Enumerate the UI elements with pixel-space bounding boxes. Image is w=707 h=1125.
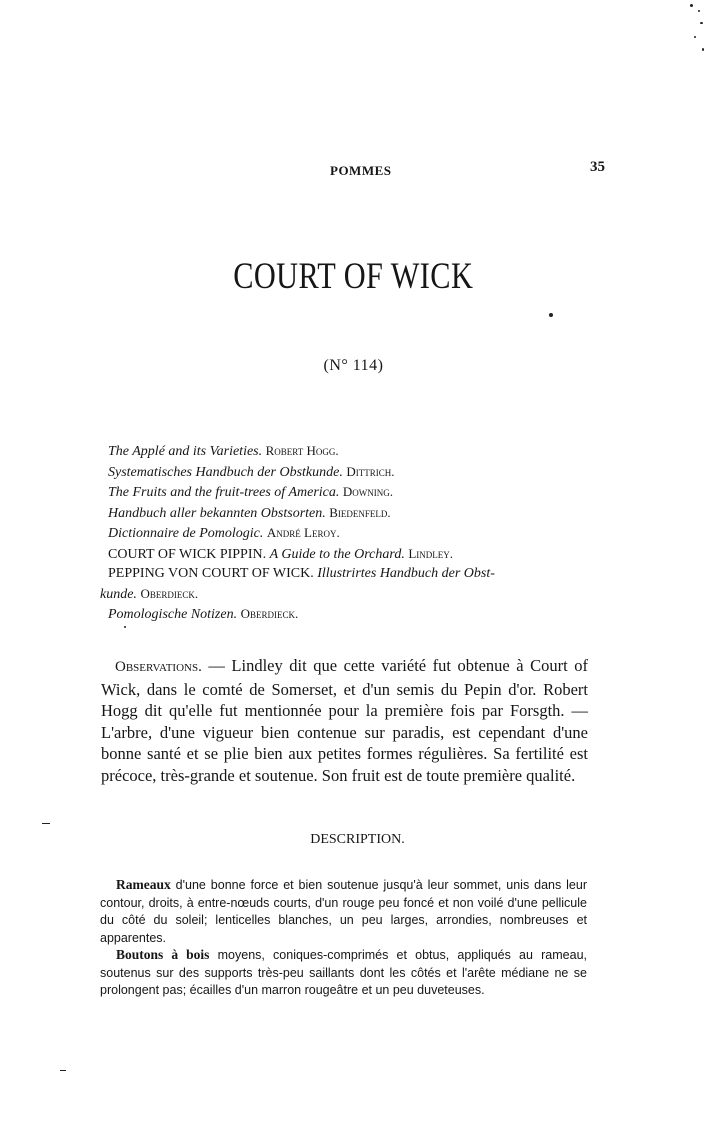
scan-speck	[700, 22, 703, 24]
reference-work: A Guide to the Orchard.	[269, 546, 405, 562]
reference-item	[108, 503, 586, 524]
description-text: moyens, coniques-comprimés et obtus, appliqués au rameau, soutenus sur des supports très-peu saillants dont les côtés et l'arête médiane ne se prolongent pas; écailles d'un marron rougeâtre et un peu duveteuses.	[100, 948, 587, 997]
reference-author: Robert Hogg.	[265, 443, 339, 458]
scan-speck	[694, 36, 696, 38]
reference-author: Biedenfeld.	[329, 504, 391, 520]
scan-speck	[702, 48, 704, 51]
scan-speck	[60, 1070, 66, 1071]
page-number: 35	[590, 159, 605, 175]
reference-work: Illustrirtes Handbuch der Obst-	[317, 566, 495, 581]
running-head: POMMES	[330, 163, 392, 178]
description-text: d'une bonne force et bien soutenue jusqu'à leur sommet, unis dans leur contour, droits, à entre-nœuds courts, d'un rouge peu foncé et non voilé d'une pellicule du côté du soleil; lenticelles blanches, un peu larges, arrondies, nombreuses et apparentes.	[100, 878, 587, 945]
reference-work: Dictionnaire de Pomologic.	[108, 526, 264, 541]
reference-work: Pomologische Notizen.	[108, 607, 238, 622]
scan-speck	[690, 4, 693, 7]
description-paragraph	[100, 946, 587, 1000]
reference-item	[108, 544, 586, 565]
reference-author: Oberdieck.	[140, 585, 199, 601]
scan-speck	[549, 313, 553, 317]
description-term: Rameaux	[116, 877, 171, 892]
reference-item	[108, 604, 586, 625]
variety-title: COURT OF WICK	[233, 256, 474, 297]
reference-item	[108, 523, 586, 544]
scan-speck	[42, 823, 50, 824]
reference-name: COURT OF WICK PIPPIN.	[108, 546, 267, 562]
observations-text: — Lindley dit que cette variété fut obtenue à Court of Wick, dans le comté de Somerset, et d'un semis du Pepin d'or. Robert Hogg dit qu'elle fut mentionnée pour la première fois par Forsgth. — L'arbre, d'une vigueur bien contenue sur paradis, est cependant d'une bonne santé et se plie bien aux petites formes régulières. Sa fertilité est précoce, très-grande et soutenue. Son fruit est de toute première qualité.	[101, 656, 588, 785]
observations-paragraph	[101, 655, 588, 786]
reference-item	[108, 482, 586, 503]
reference-work: The Applé and its Varieties.	[108, 444, 263, 459]
observations-label: Observations.	[115, 659, 202, 675]
reference-item	[108, 441, 586, 462]
scan-speck	[698, 10, 700, 12]
reference-work-continued: kunde.	[100, 586, 137, 602]
variety-number: (N° 114)	[323, 357, 384, 374]
reference-item	[108, 462, 586, 483]
reference-author: Lindley.	[408, 545, 453, 561]
description-heading: DESCRIPTION.	[310, 832, 405, 847]
references-list	[100, 441, 586, 625]
reference-item	[100, 564, 586, 604]
reference-author: André Leroy.	[266, 525, 340, 540]
reference-author: Dittrich.	[346, 463, 395, 479]
reference-author: Downing.	[342, 484, 394, 499]
reference-work: The Fruits and the fruit-trees of America.	[108, 485, 340, 500]
description-paragraph	[100, 876, 587, 947]
reference-name: PEPPING VON COURT OF WICK.	[108, 566, 314, 581]
reference-work: Handbuch aller bekannten Obstsorten.	[108, 505, 326, 521]
scan-speck	[124, 626, 126, 628]
reference-author: Oberdieck.	[240, 606, 299, 621]
description-term: Boutons à bois	[116, 947, 210, 962]
reference-work: Systematisches Handbuch der Obstkunde.	[108, 464, 343, 480]
